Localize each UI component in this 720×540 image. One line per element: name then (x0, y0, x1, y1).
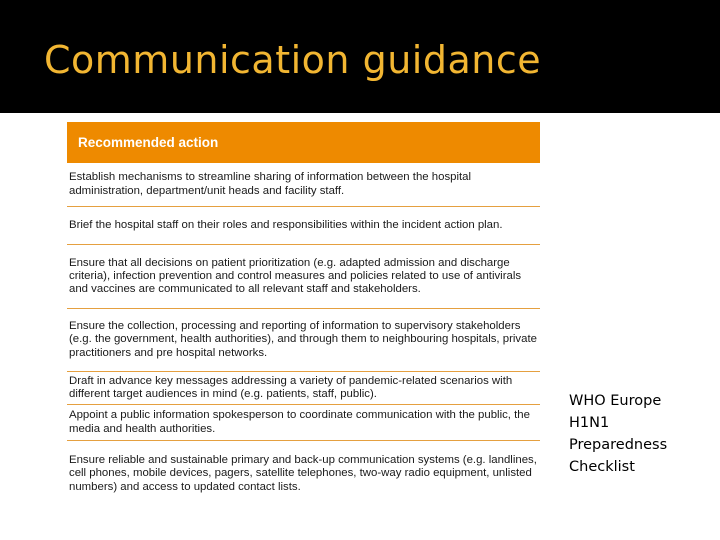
slide-title: Communication guidance (44, 38, 542, 82)
table-row: Ensure reliable and sustainable primary and back-up communication systems (e.g. landlines, cell phones, mobile devices, pagers, satellite telephones, two-way radio equipment, unlisted numbers) and access to updated contact lists. (69, 454, 537, 493)
source-note-line: Preparedness (569, 437, 668, 453)
source-note (569, 390, 709, 478)
title-bar (0, 0, 720, 113)
table-row: Ensure that all decisions on patient prioritization (e.g. adapted admission and discharge criteria), infection prevention and control measures and policies related to use of antivirals and vaccines are communicated to all relevant staff and stakeholders. (67, 245, 540, 309)
source-note-line: WHO Europe (569, 393, 662, 409)
table-row: Appoint a public information spokesperson to coordinate communication with the public, the media and health authorities. (67, 405, 540, 441)
table-row: Ensure the collection, processing and reporting of information to supervisory stakeholders (e.g. the government, health authorities), and through them to neighbouring hospitals, private practitioners and pre hospital networks. (67, 309, 540, 372)
table-row: Brief the hospital staff on their roles and responsibilities within the incident action plan. (67, 207, 540, 245)
source-note-line: H1N1 (569, 415, 610, 431)
table-header: Recommended action (67, 122, 540, 163)
table-row: Draft in advance key messages addressing a variety of pandemic-related scenarios with different target audiences in mind (e.g. patients, staff, public). (67, 372, 540, 405)
table-row: Establish mechanisms to streamline sharing of information between the hospital administration, department/unit heads and facility staff. (67, 163, 540, 207)
source-note-line: Checklist (569, 459, 635, 475)
recommended-action-table (67, 122, 540, 507)
